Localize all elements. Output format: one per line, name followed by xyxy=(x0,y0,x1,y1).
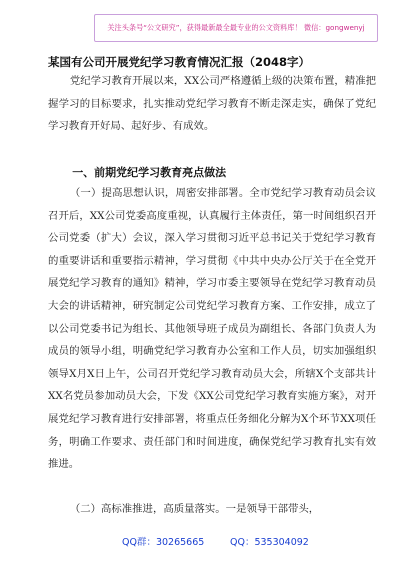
footer-qq-contact: QQ：535304092 xyxy=(230,537,309,548)
footer-qq-group: QQ群：30265665 xyxy=(122,537,205,548)
intro-paragraph: 党纪学习教育开展以来，XX公司严格遵循上级的决策布置，精准把握学习的目标要求，扎实推动党纪学习教育不断走深走实，确保了党纪学习教育开好局、起好步、有成效。 xyxy=(48,75,376,133)
body-paragraph-2: （二）高标准推进，高质量落实。一是领导干部带头， xyxy=(69,503,320,515)
body-paragraph-1: （一）提高思想认识，周密安排部署。全市党纪学习教育动员会议召开后，XX公司党委高度重视，认真履行主体责任，第一时间组织召开公司党委（扩大）会议，深入学习贯彻习近平总书记关于党纪学习教育的重要讲话和重要指示精神，学习贯彻《中共中央办公厅关于在全党开展党纪学习教育的通知》精神，学习市委主要领导在党纪学习教育动员大会的讲话精神，研究制定公司党纪学习教育方案、工作安排，成立了以公司党委书记为组长、其他领导班子成员为副组长、各部门负责人为成员的领导小组，明确党纪学习教育办公室和工作人员，切实加强组织领导X月X日上午，公司召开党纪学习教育动员大会，所辖X个支部共计XX名党员参加动员大会，下发《XX公司党纪学习教育实施方案》，对开展党纪学习教育进行安排部署，将重点任务细化分解为X个环节XX项任务，明确工作要求、责任部门和时间进度，确保党纪学习教育扎实有效推进。 xyxy=(48,187,376,471)
header-banner-text: 关注头条号“公文研究”，获得最新最全最专业的公文资料库！ 微信：gongwenyj xyxy=(107,23,365,32)
document-title: 某国有公司开展党纪学习教育情况汇报（2048字） xyxy=(48,55,311,69)
footer xyxy=(0,531,408,551)
header-banner xyxy=(94,14,378,42)
section-heading: 一、前期党纪学习教育亮点做法 xyxy=(72,166,227,179)
